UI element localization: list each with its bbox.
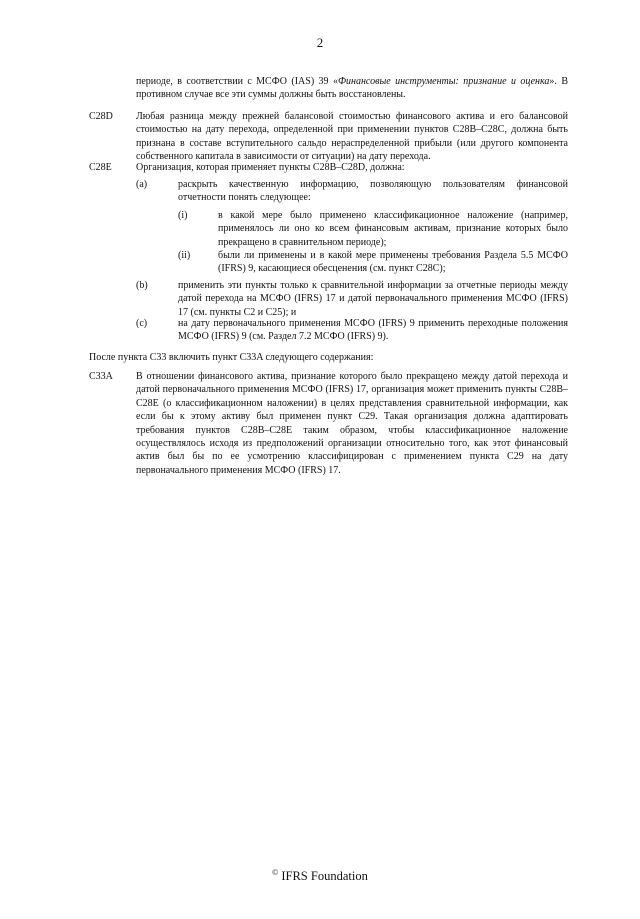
paragraph-label-c33a: C33A [89, 371, 113, 382]
paragraph-c28e: Организация, которая применяет пункты C28B–C28D, должна: [136, 162, 405, 173]
subitem-i: в какой мере было применено классификационное наложение (например, применялось ли оно ко всем финансовым активам, признание которых было прекращено в сравнительном периоде); [218, 210, 568, 248]
paragraph-label-c28d: C28D [89, 111, 113, 122]
footer-copyright [0, 866, 640, 884]
amendment-instruction: После пункта C33 включить пункт C33A следующего содержания: [89, 352, 374, 363]
paragraph-c28d: Любая разница между прежней балансовой стоимостью финансового актива и его балансовой стоимостью на дату перехода, определенной при применении пунктов C28B–C28C, должна быть признана в составе вступительного сальдо нераспределенной прибыли (или другого компонента собственного капитала в зависимости от ситуации) на дату перехода. [136, 111, 568, 163]
item-label-c: (c) [136, 318, 148, 329]
copyright-symbol: © [272, 868, 279, 877]
subitem-label-i: (i) [178, 210, 188, 221]
item-label-a: (a) [136, 179, 148, 190]
item-b: применить эти пункты только к сравнительной информации за отчетные периоды между датой перехода на МСФО (IFRS) 17 и датой первоначального применения МСФО (IFRS) 17 (см. пункты C2 и C25); и [178, 280, 568, 318]
footer-text: IFRS Foundation [278, 869, 368, 884]
item-label-b: (b) [136, 280, 148, 291]
intro-paragraph [136, 75, 568, 102]
intro-text-before: периоде, в соответствии с МСФО (IAS) 39 « [136, 76, 338, 87]
paragraph-label-c28e: C28E [89, 162, 112, 173]
intro-text-after: ». В противном случае все эти суммы должны быть восстановлены. [136, 76, 568, 101]
page-number: 2 [316, 35, 324, 50]
subitem-label-ii: (ii) [178, 250, 191, 261]
subitem-ii: были ли применены и в какой мере применены требования Раздела 5.5 МСФО (IFRS) 9, касающиеся обесценения (см. пункт C28C); [218, 250, 568, 275]
item-c: на дату первоначального применения МСФО (IFRS) 9 применить переходные положения МСФО (IFRS) 9 (см. Раздел 7.2 МСФО (IFRS) 9). [178, 318, 568, 343]
paragraph-c33a: В отношении финансового актива, признание которого было прекращено между датой перехода и датой первоначального применения МСФО (IFRS) 17, организация может применить пункты C28B–C28E (о классификационном наложении) в целях представления сравнительной информации, как если бы к этому активу был применен пункт C29. Такая организация должна адаптировать требования пунктов C28B–C28E таким образом, чтобы классификационное наложение осуществлялось исходя из предположений организации относительно того, как этот финансовый актив был бы по ее усмотрению классифицирован с применением пункта C29 на дату первоначального применения МСФО (IFRS) 17. [136, 371, 568, 476]
item-a: раскрыть качественную информацию, позволяющую пользователям финансовой отчетности понять следующее: [178, 179, 568, 204]
intro-text-italic: Финансовые инструменты: признание и оценка [337, 76, 550, 87]
